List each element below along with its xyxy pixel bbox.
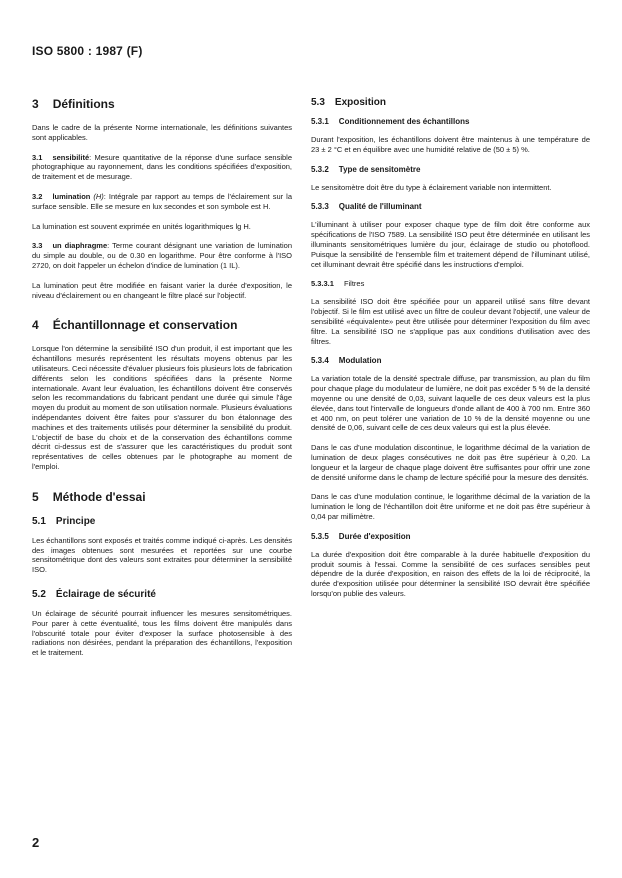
paragraph: La sensibilité ISO doit être spécifiée pour un appareil utilisé sans filtre devant l'objectif. Si le film est utilisé avec un filtre de couleur devant l'objectif, une valeur de sensibilité «équivalente» peut être utilisée pour déterminer l'exposition du film avec filtre. La sensibilité ISO ne s'applique pas aux conditions d'utilisation avec des filtres. [311,297,590,346]
page-number: 2 [32,835,40,850]
paragraph: La variation totale de la densité spectrale diffuse, par transmission, au plan du film pour chaque plage du modulateur de lumière, ne doit pas excéder 5 % de la densité moyenne ou une densité de 0,03, suivant laquelle de ces deux valeurs est la plus élevée, dans tout l'intervalle de longueurs d'onde allant de 400 à 700 nm. Entre 360 et 400 nm, on peut tolérer une variation de 10 % de la densité moyenne ou une densité de 0,06, suivant celle de ces deux valeurs qui est la plus élevée. [311,374,590,433]
section-number: 5.3 [311,97,325,108]
paragraph: La lumination est souvent exprimée en unités logarithmiques lg H. [32,221,251,231]
section-title: Conditionnement des échantillons [338,117,470,126]
section-title: Échantillonnage et conservation [52,318,238,333]
section-3-heading [32,97,292,111]
section-number: 5 [32,489,39,504]
definition-term: un diaphragme [52,241,108,251]
paragraph: Dans le cas d'une modulation continue, le logarithme décimal de la variation de la lumination le long de l'échantillon doit être uniforme et ne doit pas être supérieur à 0,04 par millimètre. [311,492,590,521]
section-number: 5.3.3.1 [311,279,334,289]
left-column [32,97,292,668]
section-title: Durée d'exposition [338,531,411,541]
section-number: 5.2 [32,588,46,600]
definition-term: lumination [52,191,91,201]
section-5-2-heading [32,589,292,601]
section-5-3-heading [311,97,590,109]
paragraph: L'illuminant à utiliser pour exposer chaque type de film doit être conforme aux spécifications de l'ISO 7589. La sensibilité ISO peut être déterminée en utilisant les illuminants sensitométriques lumière du jour, éclairage de studio ou photoflood. Puisque la sensibilité de l'ensemble film et traitement dépend de l'illuminant utilisé, cet illuminant devrait être spécifié dans les instructions d'emploi. [311,220,590,269]
section-5-1-heading [32,516,292,528]
section-number: 3 [32,97,39,111]
paragraph: Lorsque l'on détermine la sensibilité ISO d'un produit, il est important que les échantillons mesurés représentent les résultats moyens obtenus par les utilisateurs. Ceci nécessite d'évaluer plusieurs fois plusieurs lots de fabrication différents selon les conditions spécifiées dans la présente Norme internationale. Avant leur évaluation, les échantillons doivent être conservés selon les recommandations du fabricant pendant une durée qui simule l'âge moyen du produit au moment de son utilisation normale. Plusieurs évaluations indépendantes doivent être faites pour s'assurer du bon étalonnage des machines et des traitements utilisés pour déterminer la sensibilité du produit. L'objectif de base du choix et de la conservation des échantillons comme décrit ci-dessus est de s'assurer que les caractéristiques du produit sont représentatives de celles obtenues par le photographe au moment de l'emploi. [32,344,292,471]
paragraph: La lumination peut être modifiée en faisant varier la durée d'exposition, le niveau d'éclairement ou en changeant le filtre placé sur l'objectif. [32,280,292,300]
section-title: Méthode d'essai [52,489,146,504]
section-5-3-2-heading [311,165,590,175]
paragraph: Le sensitomètre doit être du type à éclairement variable non intermittent. [311,182,552,192]
paragraph: Dans le cas d'une modulation discontinue, le logarithme décimal de la variation de lumination de deux plages consécutives ne doit pas être supérieur à 0,20. La longueur et la largeur de chaque plage doivent être suffisantes pour offrir une zone de densité uniforme dans le champ de lecture spécifié pour la mesure des densités. [311,443,590,482]
definition-3-2 [32,192,292,212]
definition-text: : Mesure quantitative de la réponse d'une surface sensible photographique au rayonnement, dans les conditions spécifiées d'exposition, de traitement et de mesurage. [32,152,292,182]
paragraph: Un éclairage de sécurité pourrait influencer les mesures sensitométriques. Pour parer à cette éventualité, tous les films doivent être manipulés dans l'obscurité totale pour éviter d'exposer la surface photosensible à des radiations non désirées, pendant la préparation des échantillons, l'exposition et le traitement. [32,608,292,658]
paragraph: Dans le cadre de la présente Norme internationale, les définitions suivantes sont applicables. [32,123,292,142]
section-title: Principe [55,515,96,527]
section-number: 4 [32,318,39,333]
section-number: 5.3.2 [311,164,329,174]
section-5-3-5-heading [311,532,590,542]
right-column [311,97,590,609]
section-5-heading [32,490,292,504]
definition-text: : Terme courant désignant une variation de lumination du simple au double, ou de 0.30 en logarithme. Pour être conforme à l'ISO 2720, on doit l'appeler un échelon d'indice de lumination (1 IL). [32,241,292,270]
section-number: 5.1 [32,515,46,527]
section-number: 5.3.4 [311,356,329,366]
section-number: 5.3.1 [311,117,329,126]
section-5-3-3-1-heading [311,279,590,289]
section-5-3-4-heading [311,356,590,366]
paragraph: La durée d'exposition doit être comparable à la durée habituelle d'exposition du produit soumis à l'essai. Comme la sensibilité de ces surfaces sensibles peut dépendre de la durée d'exposition, en raison des effets de la loi de réciprocité, la durée d'exposition utilisée pour déterminer la sensibilité ISO devrait être spécifiée lorsqu'on publie des valeurs. [311,549,590,598]
section-number: 5.3.3 [311,202,329,212]
section-title: Qualité de l'illuminant [338,202,422,212]
section-5-3-3-heading [311,202,590,212]
section-title: Exposition [334,97,387,108]
section-title: Éclairage de sécurité [55,588,156,600]
definition-3-1 [32,153,292,182]
definition-number: 3.1 [32,152,43,162]
section-number: 5.3.5 [311,531,329,541]
paragraph: Durant l'exposition, les échantillons doivent être maintenus à une température de 23 ± 2 °C et en équilibre avec une humidité relative de (50 ± 5) %. [311,135,590,154]
section-title: Filtres [343,279,365,289]
section-4-heading [32,318,292,332]
document-header: ISO 5800 : 1987 (F) [32,44,143,58]
definition-number: 3.2 [32,191,43,201]
definition-symbol: (H) [93,191,104,201]
paragraph: Les échantillons sont exposés et traités comme indiqué ci-après. Les densités des images obtenues sont mesurées et reportées sur une courbe sensitométrique dont des valeurs sont extraites pour déterminer la sensibilité ISO. [32,535,292,575]
definition-3-3 [32,241,292,270]
definition-text: : Intégrale par rapport au temps de l'éclairement sur la surface sensible. Elle se mesure en lux secondes et son symbole est H. [32,191,292,211]
section-title: Type de sensitomètre [338,164,421,174]
definition-term: sensibilité [52,152,90,162]
definition-number: 3.3 [32,241,43,251]
section-title: Modulation [338,356,382,366]
section-title: Définitions [52,97,115,111]
section-5-3-1-heading [311,117,590,127]
